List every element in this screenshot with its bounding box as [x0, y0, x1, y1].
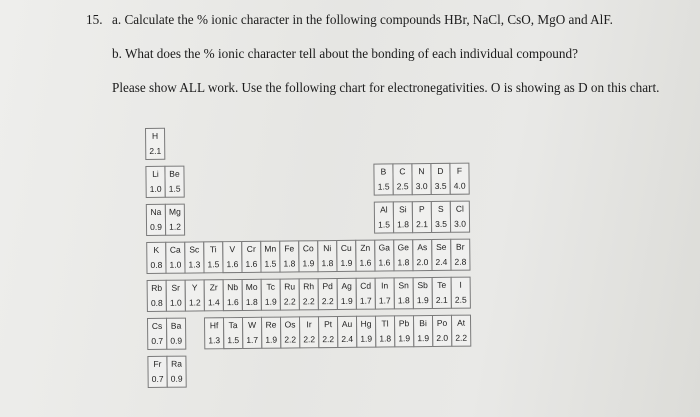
element-symbol: As	[417, 242, 428, 253]
element-symbol: Fr	[153, 359, 162, 370]
empty-cell	[203, 203, 223, 235]
element-cell	[164, 166, 184, 198]
element-symbol: Mo	[245, 282, 258, 293]
element-symbol: Si	[399, 204, 407, 215]
electronegativity-value: 1.8	[397, 295, 410, 306]
element-cell	[394, 315, 414, 347]
electronegativity-value: 1.6	[378, 257, 391, 268]
element-cell	[451, 277, 471, 309]
element-symbol: Mg	[168, 206, 181, 218]
element-symbol: Li	[152, 169, 159, 180]
element-symbol: Pd	[322, 281, 333, 292]
electronegativity-value: 1.2	[188, 297, 201, 308]
electronegativity-value: 2.2	[455, 332, 468, 344]
element-cell	[185, 279, 205, 311]
element-symbol: Co	[302, 243, 314, 254]
element-symbol: Ge	[397, 242, 409, 253]
table-row	[147, 315, 470, 350]
element-cell	[374, 201, 394, 233]
table-row	[146, 239, 469, 274]
element-cell	[431, 201, 451, 233]
element-cell	[375, 277, 395, 309]
element-symbol: Pb	[398, 318, 410, 329]
element-cell	[166, 280, 186, 312]
electronegativity-value: 1.9	[264, 296, 277, 308]
element-cell	[165, 204, 185, 236]
electronegativity-value: 1.2	[169, 221, 181, 233]
element-cell	[375, 315, 395, 347]
electronegativity-value: 2.5	[454, 294, 467, 306]
electronegativity-value: 1.5	[227, 335, 240, 346]
element-cell	[450, 201, 470, 233]
element-symbol: Po	[436, 318, 448, 329]
electronegativity-value: 4.0	[453, 180, 466, 192]
element-symbol: Te	[437, 280, 447, 291]
element-symbol: Re	[265, 319, 277, 330]
element-symbol: Rh	[303, 281, 315, 292]
element-cell	[242, 279, 262, 311]
empty-cell	[279, 202, 299, 234]
element-cell	[298, 240, 318, 272]
element-symbol: Zn	[360, 242, 371, 254]
element-symbol: Hf	[209, 320, 219, 331]
element-symbol: At	[456, 317, 466, 328]
electronegativity-value: 0.9	[150, 222, 162, 233]
element-cell	[146, 204, 166, 236]
electronegativity-value: 1.0	[169, 259, 182, 271]
element-cell	[184, 241, 204, 273]
electronegativity-value: 1.5	[378, 219, 390, 230]
electronegativity-value: 0.9	[170, 373, 183, 384]
electronegativity-value: 1.9	[360, 333, 373, 345]
electronegativity-value: 1.7	[378, 295, 391, 306]
element-symbol: Bi	[419, 318, 427, 329]
electronegativity-value: 1.8	[283, 258, 296, 269]
element-symbol: Ag	[341, 281, 352, 292]
table-row	[147, 277, 470, 312]
element-symbol: Tl	[381, 318, 389, 329]
element-cell	[203, 241, 223, 273]
element-cell	[241, 241, 261, 273]
table-row	[146, 201, 469, 236]
element-symbol: Os	[284, 319, 296, 330]
table-row	[145, 163, 468, 198]
element-cell	[449, 163, 469, 195]
element-symbol: In	[381, 280, 389, 291]
element-symbol: N	[418, 166, 425, 177]
element-symbol: Y	[191, 282, 198, 293]
element-symbol: Br	[455, 241, 465, 252]
element-symbol: Pt	[323, 319, 333, 330]
empty-cell	[316, 164, 336, 196]
electronegativity-value: 1.8	[321, 258, 334, 269]
electronegativity-value: 2.2	[321, 296, 334, 307]
element-symbol: F	[456, 165, 463, 176]
electronegativity-value: 0.8	[150, 260, 163, 271]
element-cell	[431, 239, 451, 271]
electronegativity-value: 2.8	[454, 256, 467, 268]
electronegativity-value: 1.0	[149, 184, 162, 195]
electronegativity-value: 2.2	[302, 296, 315, 307]
element-symbol: Na	[150, 207, 162, 218]
empty-cell	[202, 165, 222, 197]
element-cell	[411, 163, 431, 195]
element-symbol: Al	[380, 204, 388, 215]
electronegativity-value: 1.7	[359, 295, 372, 307]
electronegativity-value: 2.1	[435, 295, 448, 306]
element-symbol: Ru	[284, 281, 296, 292]
electronegativity-value: 2.2	[322, 334, 335, 345]
element-symbol: Zr	[209, 282, 218, 293]
element-symbol: C	[399, 166, 406, 177]
electronegativity-value: 3.5	[434, 181, 447, 192]
electronegativity-value: 1.9	[416, 295, 429, 306]
element-symbol: Ta	[228, 320, 238, 331]
element-symbol: Hg	[360, 318, 372, 330]
element-cell	[147, 280, 167, 312]
element-symbol: D	[437, 166, 444, 177]
electronegativity-value: 2.1	[149, 146, 162, 157]
element-symbol: I	[459, 279, 462, 290]
element-cell	[413, 315, 433, 347]
element-symbol: Sr	[171, 282, 180, 293]
element-cell	[261, 317, 281, 349]
element-cell	[261, 279, 281, 311]
element-symbol: Sc	[189, 244, 200, 255]
empty-cell	[297, 164, 317, 196]
element-symbol: W	[248, 320, 257, 331]
element-cell	[147, 318, 167, 350]
element-symbol: B	[380, 166, 387, 177]
empty-cell	[259, 165, 279, 197]
electronegativity-value: 3.0	[415, 181, 428, 192]
element-cell	[336, 240, 356, 272]
empty-cell	[183, 165, 203, 197]
electronegativity-value: 1.9	[265, 334, 278, 346]
element-symbol: Se	[436, 242, 447, 253]
empty-cell	[185, 317, 205, 349]
element-symbol: Ba	[170, 320, 182, 331]
empty-cell	[260, 203, 280, 235]
element-cell	[393, 201, 413, 233]
electronegativity-value: 2.4	[341, 334, 354, 345]
question-instructions: Please show ALL work. Use the following chart for electronegativities. O is showing as D on this chart.	[112, 80, 660, 95]
element-symbol: Tc	[266, 281, 275, 292]
electronegativity-value: 0.9	[170, 335, 183, 346]
element-cell	[355, 240, 375, 272]
element-cell	[450, 239, 470, 271]
element-cell	[146, 242, 166, 274]
element-symbol: Cl	[455, 203, 464, 214]
electronegativity-value: 1.9	[340, 296, 353, 307]
element-cell	[412, 201, 432, 233]
electronegativity-value: 2.5	[396, 181, 409, 192]
electronegativity-value: 1.7	[246, 335, 259, 346]
element-cell	[432, 277, 452, 309]
element-cell	[166, 318, 186, 350]
electronegativity-value: 1.6	[245, 259, 258, 270]
electronegativity-value: 3.0	[454, 218, 466, 230]
element-cell	[242, 317, 262, 349]
empty-cell	[222, 203, 242, 235]
element-cell	[299, 278, 319, 310]
empty-cell	[241, 203, 261, 235]
element-cell	[373, 163, 393, 195]
element-symbol: P	[418, 204, 425, 215]
element-cell	[432, 315, 452, 347]
electronegativity-value: 1.0	[169, 297, 182, 308]
element-cell	[165, 242, 185, 274]
element-cell	[222, 241, 242, 273]
empty-cell	[184, 203, 204, 235]
electronegativity-value: 2.4	[435, 257, 448, 268]
empty-cell	[278, 164, 298, 196]
electronegativity-value: 3.5	[435, 219, 447, 230]
element-cell	[318, 278, 338, 310]
element-cell	[147, 356, 167, 388]
element-symbol: Ir	[306, 319, 312, 330]
element-symbol: K	[153, 245, 160, 256]
element-symbol: Fe	[284, 243, 295, 254]
element-symbol: V	[229, 244, 236, 255]
element-cell	[337, 278, 357, 310]
electronegativity-value: 1.6	[226, 259, 239, 270]
element-cell	[394, 277, 414, 309]
table-row	[145, 128, 164, 160]
element-symbol: Cd	[360, 280, 372, 292]
element-cell	[280, 278, 300, 310]
electronegativity-value: 1.4	[207, 297, 220, 308]
element-symbol: S	[437, 204, 444, 215]
element-cell	[356, 316, 376, 348]
element-symbol: Ra	[170, 358, 182, 369]
element-cell	[356, 278, 376, 310]
element-cell	[392, 163, 412, 195]
element-cell	[317, 240, 337, 272]
element-cell	[393, 239, 413, 271]
question-part-b: b. What does the % ionic character tell about the bonding of each individual compound?	[112, 46, 578, 61]
empty-cell	[317, 202, 337, 234]
element-cell	[223, 279, 243, 311]
element-symbol: Cr	[246, 244, 256, 255]
electronegativity-value: 1.5	[207, 259, 220, 270]
electronegativity-value: 0.7	[151, 336, 164, 347]
electronegativity-value: 1.8	[397, 219, 409, 230]
electronegativity-value: 1.6	[226, 297, 239, 308]
electronegativity-value: 0.8	[150, 298, 163, 309]
element-symbol: Au	[341, 319, 353, 330]
element-symbol: H	[151, 131, 159, 142]
question-part-a: a. Calculate the % ionic character in the following compounds HBr, NaCl, CsO, MgO and AlF.	[112, 12, 613, 27]
element-symbol: Ga	[378, 242, 390, 253]
electronegativity-value: 1.5	[264, 258, 277, 270]
electronegativity-value: 2.2	[284, 334, 297, 345]
electronegativity-value: 1.8	[245, 297, 258, 308]
element-cell	[299, 316, 319, 348]
element-cell	[413, 277, 433, 309]
electronegativity-value: 0.7	[151, 374, 164, 385]
electronegativity-value: 1.9	[417, 333, 430, 344]
empty-cell	[335, 164, 355, 196]
element-cell	[451, 315, 471, 347]
electronegativity-value: 1.8	[379, 333, 392, 344]
element-cell	[374, 239, 394, 271]
element-cell	[412, 239, 432, 271]
element-symbol: Be	[169, 168, 180, 179]
electronegativity-value: 2.1	[416, 219, 428, 230]
element-symbol: Sn	[398, 280, 409, 291]
empty-cell	[336, 202, 356, 234]
element-cell	[204, 279, 224, 311]
element-symbol: Ca	[169, 244, 181, 255]
electronegativity-value: 1.5	[168, 183, 181, 195]
element-symbol: Cu	[340, 243, 352, 254]
element-cell	[145, 166, 165, 198]
element-symbol: Nb	[227, 282, 239, 293]
element-symbol: Sb	[417, 280, 428, 291]
element-symbol: Cs	[151, 321, 163, 332]
element-symbol: Rb	[151, 283, 163, 294]
element-symbol: Mn	[264, 243, 277, 255]
electronegativity-value: 1.9	[340, 258, 353, 269]
empty-cell	[240, 165, 260, 197]
empty-cell	[221, 165, 241, 197]
electronegativity-value: 2.0	[436, 333, 449, 344]
electronegativity-table	[145, 124, 568, 398]
electronegativity-value: 1.5	[377, 181, 390, 192]
table-row	[147, 356, 185, 388]
element-cell	[204, 317, 224, 349]
element-cell	[260, 241, 280, 273]
element-cell	[223, 317, 243, 349]
empty-cell	[298, 202, 318, 234]
electronegativity-value: 1.3	[188, 259, 201, 270]
element-symbol: Ni	[323, 243, 332, 254]
question-number: 15.	[86, 12, 103, 27]
electronegativity-value: 1.9	[398, 333, 411, 344]
element-cell	[280, 316, 300, 348]
electronegativity-value: 1.9	[302, 258, 315, 269]
element-cell	[318, 316, 338, 348]
electronegativity-value: 1.8	[397, 257, 410, 268]
empty-cell	[354, 164, 374, 196]
electronegativity-value: 2.0	[416, 257, 429, 268]
empty-cell	[355, 202, 375, 234]
element-cell	[337, 316, 357, 348]
element-cell	[166, 356, 186, 388]
element-cell	[430, 163, 450, 195]
element-symbol: Ti	[209, 244, 217, 255]
electronegativity-value: 1.3	[208, 335, 221, 346]
electronegativity-value: 2.2	[303, 334, 316, 345]
electronegativity-value: 2.2	[283, 296, 296, 307]
element-cell	[279, 240, 299, 272]
element-cell	[145, 128, 165, 160]
electronegativity-value: 1.6	[359, 257, 372, 269]
